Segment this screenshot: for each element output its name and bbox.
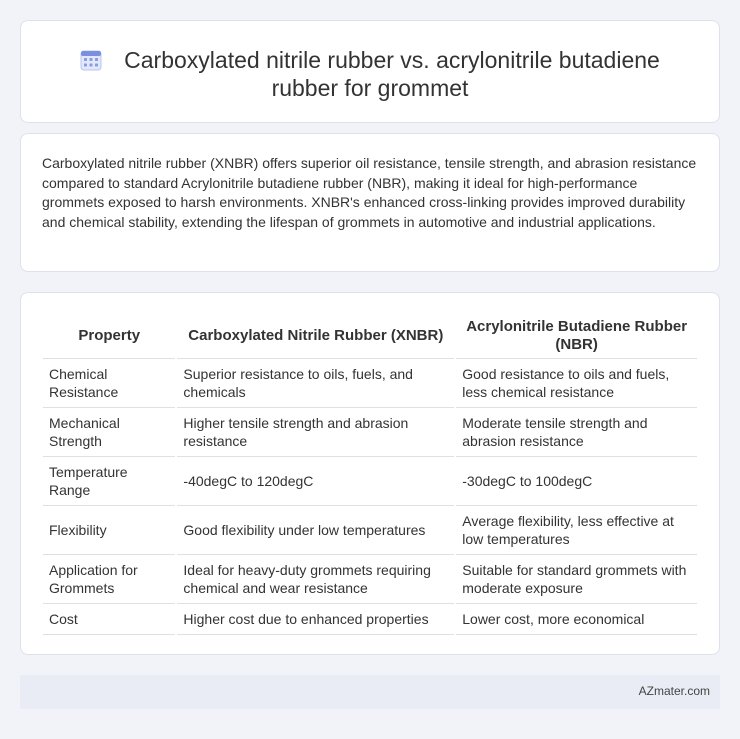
header-xnbr: Carboxylated Nitrile Rubber (XNBR)	[177, 313, 454, 359]
title-line-2: rubber for grommet	[271, 75, 469, 101]
calendar-grid-icon	[80, 49, 102, 71]
table-row	[43, 604, 697, 635]
comparison-card	[20, 292, 720, 655]
nbr-cell: Average flexibility, less effective at low temperatures	[456, 506, 697, 555]
footer-brand-link[interactable]: AZmater.com	[638, 684, 710, 698]
xnbr-cell: Higher tensile strength and abrasion resistance	[177, 408, 454, 457]
nbr-cell: Moderate tensile strength and abrasion resistance	[456, 408, 697, 457]
property-cell: Flexibility	[43, 506, 175, 555]
table-row	[43, 408, 697, 457]
xnbr-cell: Ideal for heavy-duty grommets requiring chemical and wear resistance	[177, 555, 454, 604]
property-cell: Temperature Range	[43, 457, 175, 506]
xnbr-cell: Good flexibility under low temperatures	[177, 506, 454, 555]
table-row	[43, 359, 697, 408]
table-row	[43, 506, 697, 555]
property-cell: Cost	[43, 604, 175, 635]
table-header-row	[43, 313, 697, 359]
nbr-cell: Suitable for standard grommets with moderate exposure	[456, 555, 697, 604]
footer-bar	[20, 675, 720, 709]
property-cell: Chemical Resistance	[43, 359, 175, 408]
nbr-cell: Good resistance to oils and fuels, less chemical resistance	[456, 359, 697, 408]
header-property: Property	[43, 313, 175, 359]
xnbr-cell: Higher cost due to enhanced properties	[177, 604, 454, 635]
summary-card	[20, 133, 720, 272]
page-title	[21, 46, 719, 102]
title-card	[20, 20, 720, 123]
title-wrap	[21, 46, 719, 102]
summary-text: Carboxylated nitrile rubber (XNBR) offers superior oil resistance, tensile strength, and abrasion resistance compared to standard Acrylonitrile butadiene rubber (NBR), making it ideal for high-performance grommets exposed to harsh environments. XNBR's enhanced cross-linking provides improved durability and chemical stability, extending the lifespan of grommets in automotive and industrial applications.	[42, 155, 697, 230]
title-line-1: Carboxylated nitrile rubber vs. acrylonitrile butadiene	[124, 47, 660, 73]
nbr-cell: Lower cost, more economical	[456, 604, 697, 635]
nbr-cell: -30degC to 100degC	[456, 457, 697, 506]
property-cell: Application for Grommets	[43, 555, 175, 604]
header-nbr: Acrylonitrile Butadiene Rubber (NBR)	[456, 313, 697, 359]
xnbr-cell: Superior resistance to oils, fuels, and chemicals	[177, 359, 454, 408]
property-cell: Mechanical Strength	[43, 408, 175, 457]
table-row	[43, 555, 697, 604]
xnbr-cell: -40degC to 120degC	[177, 457, 454, 506]
table-row	[43, 457, 697, 506]
comparison-table	[41, 313, 699, 635]
